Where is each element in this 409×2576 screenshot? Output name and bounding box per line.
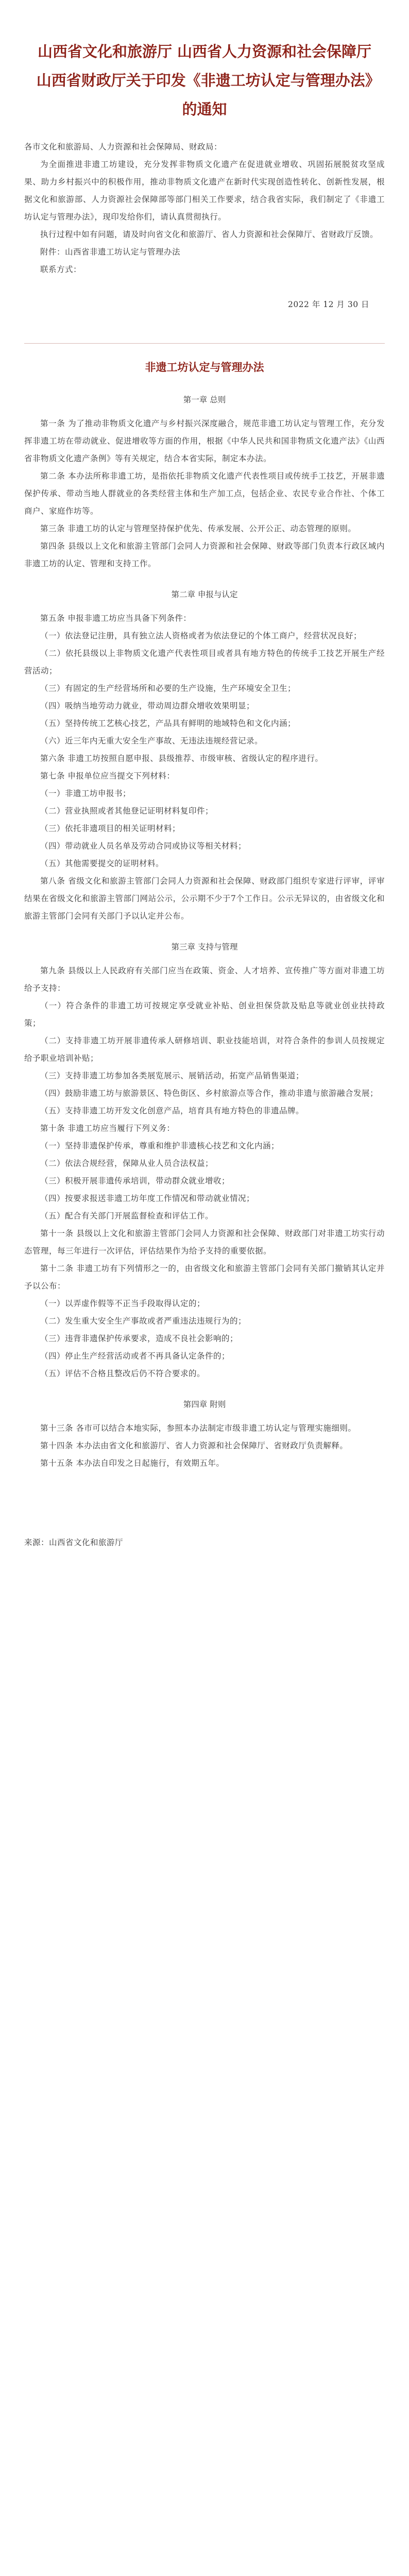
contact-line: 联系方式：: [40, 265, 82, 274]
signature-date: 2022 年 12 月 30 日: [287, 300, 369, 309]
attachment-note: 附件：山西省非遗工坊认定与管理办法: [40, 247, 181, 257]
article-paragraph: 第一条 为了推动非物质文化遗产与乡村振兴深度融合，规范非遗工坊认定与管理工作，充分发挥非遗工坊在带动就业、促进增收等方面的作用，根据《中华人民共和国非物质文化遗产法》《山西省非物质文化遗产条例》等有关规定，结合本省实际，制定本办法。: [24, 419, 385, 463]
article-paragraph: （一）非遗工坊申报书；: [40, 789, 131, 798]
article-paragraph: （三）积极开展非遗传承培训，带动群众就业增收；: [40, 1176, 230, 1185]
chapter-heading: 第三章 支持与管理: [171, 942, 238, 952]
article-paragraph: （一）依法登记注册，具有独立法人资格或者为依法登记的个体工商户，经营状况良好；: [40, 631, 362, 640]
article-paragraph: 第十三条 各市可以结合本地实际，参照本办法制定市级非遗工坊认定与管理实施细则。: [40, 1423, 356, 1433]
section-divider: [24, 343, 385, 344]
article-paragraph: 第八条 省级文化和旅游主管部门会同人力资源和社会保障、财政部门组织专家进行评审，评审结果在省级文化和旅游主管部门网站公示，公示期不少于7个工作日。公示无异议的，由省级文化和旅游主管部门会同有关部门予以认定并公布。: [24, 876, 385, 921]
article-paragraph: 第十一条 县级以上文化和旅游主管部门会同人力资源和社会保障、财政部门对非遗工坊实行动态管理，每三年进行一次评估，评估结果作为给予支持的重要依据。: [24, 1229, 385, 1256]
chapters-container: [24, 391, 385, 1472]
article-paragraph: （六）近三年内无重大安全生产事故、无违法违规经营记录。: [40, 736, 263, 745]
article-paragraph: （五）配合有关部门开展监督检查和评估工作。: [40, 1211, 214, 1221]
article-paragraph: 第四条 县级以上文化和旅游主管部门会同人力资源和社会保障、财政等部门负责本行政区域内非遗工坊的认定、管理和支持工作。: [24, 541, 385, 568]
article-paragraph: （五）坚持传统工艺核心技艺，产品具有鲜明的地域特色和文化内涵；: [40, 719, 296, 728]
article-paragraph: （四）带动就业人员名单及劳动合同或协议等相关材料；: [40, 841, 247, 851]
article-paragraph: （五）评估不合格且整改后仍不符合要求的。: [40, 1369, 206, 1378]
article-paragraph: （二）依托县级以上非物质文化遗产代表性项目或者具有地方特色的传统手工技艺开展生产经营活动；: [24, 649, 385, 675]
article-paragraph: 第十五条 本办法自印发之日起施行，有效期五年。: [40, 1459, 225, 1468]
article-paragraph: （二）发生重大安全生产事故或者严重违法违规行为的；: [40, 1316, 247, 1326]
article-paragraph: （二）依法合规经营，保障从业人员合法权益；: [40, 1159, 214, 1168]
intro-paragraph-1: 为全面推进非遗工坊建设，充分发挥非物质文化遗产在促进就业增收、巩固拓展脱贫攻坚成果、助力乡村振兴中的积极作用，推动非物质文化遗产在新时代实现创造性转化、创新性发展，根据文化和旅游部、人力资源社会保障部等部门相关工作要求，结合我省实际，我们制定了《非遗工坊认定与管理办法》，现印发给你们，请认真贯彻执行。: [24, 160, 385, 222]
chapter-heading: 第二章 申报与认定: [171, 590, 238, 599]
article-paragraph: （四）鼓励非遗工坊与旅游景区、特色街区、乡村旅游点等合作，推动非遗与旅游融合发展；: [40, 1089, 379, 1098]
intro-paragraph-2: 执行过程中如有问题，请及时向省文化和旅游厅、省人力资源和社会保障厅、省财政厅反馈。: [40, 230, 379, 239]
article-paragraph: （一）符合条件的非遗工坊可按规定享受就业补贴、创业担保贷款及贴息等就业创业扶持政策；: [24, 1001, 385, 1028]
article-paragraph: （二）营业执照或者其他登记证明材料复印件；: [40, 806, 214, 816]
article-paragraph: 第十条 非遗工坊应当履行下列义务：: [40, 1124, 175, 1133]
article-paragraph: （三）依托非遗项目的相关证明材料；: [40, 824, 181, 833]
article-paragraph: （五）其他需要提交的证明材料。: [40, 859, 164, 868]
article-paragraph: 第六条 非遗工坊按照自愿申报、县级推荐、市级审核、省级认定的程序进行。: [40, 754, 323, 763]
article-paragraph: （三）有固定的生产经营场所和必要的生产设施，生产环境安全卫生；: [40, 684, 296, 693]
article-paragraph: （四）停止生产经营活动或者不再具备认定条件的；: [40, 1351, 230, 1361]
article-paragraph: （四）按要求报送非遗工坊年度工作情况和带动就业情况；: [40, 1194, 255, 1203]
article-paragraph: 第十二条 非遗工坊有下列情形之一的，由省级文化和旅游主管部门会同有关部门撤销其认定并予以公布：: [24, 1264, 385, 1291]
article-paragraph: 第五条 申报非遗工坊应当具备下列条件：: [40, 614, 192, 623]
article-paragraph: （四）吸纳当地劳动力就业，带动周边群众增收效果明显；: [40, 701, 255, 710]
document-title: 山西省文化和旅游厅 山西省人力资源和社会保障厅 山西省财政厅关于印发《非遗工坊认定与管理办法》的通知: [36, 43, 373, 118]
article-paragraph: 第三条 非遗工坊的认定与管理坚持保护优先、传承发展、公开公正、动态管理的原则。: [40, 524, 356, 533]
article-paragraph: 第九条 县级以上人民政府有关部门应当在政策、资金、人才培养、宣传推广等方面对非遗工坊给予支持：: [24, 966, 385, 993]
footer-note: 来源：山西省文化和旅游厅: [24, 1538, 124, 1547]
article-paragraph: 第十四条 本办法由省文化和旅游厅、省人力资源和社会保障厅、省财政厅负责解释。: [40, 1441, 348, 1450]
article-paragraph: （二）支持非遗工坊开展非遗传承人研修培训、职业技能培训，对符合条件的参训人员按规定给予职业培训补贴；: [24, 1036, 385, 1063]
chapter-heading: 第四章 附则: [183, 1400, 226, 1409]
salutation: 各市文化和旅游局、人力资源和社会保障局、财政局：: [24, 142, 223, 151]
article-paragraph: 第七条 申报单位应当提交下列材料：: [40, 771, 175, 781]
article-paragraph: （三）违背非遗保护传承要求，造成不良社会影响的；: [40, 1334, 238, 1343]
section-title: 非遗工坊认定与管理办法: [145, 361, 264, 374]
article-paragraph: 第二条 本办法所称非遗工坊，是指依托非物质文化遗产代表性项目或传统手工技艺，开展非遗保护传承、带动当地人群就业的各类经营主体和生产加工点，包括企业、农民专业合作社、个体工商户、家庭作坊等。: [24, 471, 385, 516]
article-paragraph: （五）支持非遗工坊开发文化创意产品，培育具有地方特色的非遗品牌。: [40, 1106, 304, 1115]
document-sheet: [24, 0, 385, 1551]
article-paragraph: （一）坚持非遗保护传承，尊重和维护非遗核心技艺和文化内涵；: [40, 1141, 280, 1150]
article-paragraph: （三）支持非遗工坊参加各类展览展示、展销活动，拓宽产品销售渠道；: [40, 1071, 304, 1080]
chapter-heading: 第一章 总则: [183, 395, 226, 404]
article-paragraph: （一）以弄虚作假等不正当手段取得认定的；: [40, 1299, 206, 1308]
